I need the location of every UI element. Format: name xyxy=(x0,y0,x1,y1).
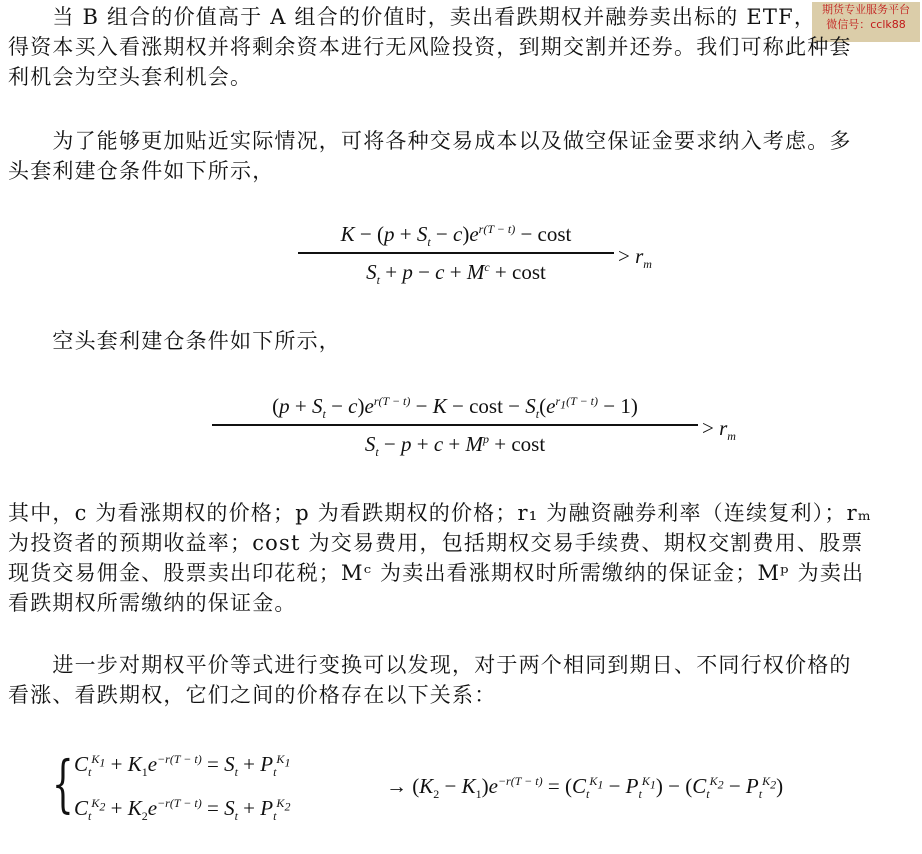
formula-denominator: $S_t - p + c + M^p + \cos t$ xyxy=(364,432,546,460)
paragraph-short-condition xyxy=(8,326,910,356)
text-line: 当 B 组合的价值高于 A 组合的价值时，卖出看跌期权并融券卖出标的 ETF， xyxy=(8,5,817,29)
formula-numerator: $K - (p + S_t - c)e^{r(T - t)} - \cos t$ xyxy=(340,222,572,250)
watermark-line-1: 期货专业服务平台 xyxy=(822,3,910,16)
text-line: 利机会为空头套利机会。 xyxy=(8,65,253,89)
text-line: 头套利建仓条件如下所示， xyxy=(8,159,275,183)
formula-denominator: $S_t + p - c + M^c + \cos t$ xyxy=(366,260,546,288)
fraction-bar xyxy=(212,424,698,426)
text-line: 进一步对期权平价等式进行变换可以发现，对于两个相同到期日、不同行权价格的 xyxy=(8,653,852,677)
formula-numerator: $(p + S_t - c)e^{r(T - t)} - K - \cos t - S_t(e^{r_1(T - t)} - 1)$ xyxy=(272,394,638,422)
text-line: 看涨、看跌期权，它们之间的价格存在以下关系： xyxy=(8,683,497,707)
formula-inequality: > $r_m$ xyxy=(618,244,652,272)
system-equation-1: $C_t^{K_1} + K_1e^{-r(T - t)} = S_t + P_t^{K_1}$ xyxy=(74,752,291,780)
text-line: 其中，c 为看涨期权的价格；p 为看跌期权的价格；r₁ 为融资融券利率（连续复利）；rₘ xyxy=(8,501,872,525)
text-line: 空头套利建仓条件如下所示， xyxy=(8,329,341,353)
text-line: 现货交易佣金、股票卖出印花税；Mᶜ 为卖出看涨期权时所需缴纳的保证金；Mᵖ 为卖出 xyxy=(8,561,865,585)
watermark-line-2: 微信号：cclk88 xyxy=(826,18,906,31)
system-equation-2: $C_t^{K_2} + K_2e^{-r(T - t)} = S_t + P_t^{K_2}$ xyxy=(74,796,291,824)
fraction-bar xyxy=(298,252,614,254)
formula-short-arbitrage xyxy=(212,394,698,466)
formula-inequality: > $r_m$ xyxy=(702,416,736,444)
paragraph-variable-definitions xyxy=(8,498,910,618)
paragraph-parity-transform xyxy=(8,650,910,710)
formula-long-arbitrage xyxy=(298,222,614,294)
system-result: → $(K_2 - K_1)e^{-r(T - t)} = (C_t^{K_1} - P_t^{K_1}) - (C_t^{K_2} - P_t^{K_2})$ xyxy=(386,774,784,802)
paragraph-short-arbitrage-intro xyxy=(8,2,910,92)
text-line: 为投资者的预期收益率；cost 为交易费用，包括期权交易手续费、期权交割费用、股票 xyxy=(8,531,864,555)
text-line: 得资本买入看涨期权并将剩余资本进行无风险投资，到期交割并还券。我们可称此种套 xyxy=(8,35,852,59)
text-line: 看跌期权所需缴纳的保证金。 xyxy=(8,591,297,615)
paragraph-transaction-costs xyxy=(8,126,910,186)
text-line: 为了能够更加贴近实际情况，可将各种交易成本以及做空保证金要求纳入考虑。多 xyxy=(8,129,852,153)
left-brace: { xyxy=(52,747,74,820)
